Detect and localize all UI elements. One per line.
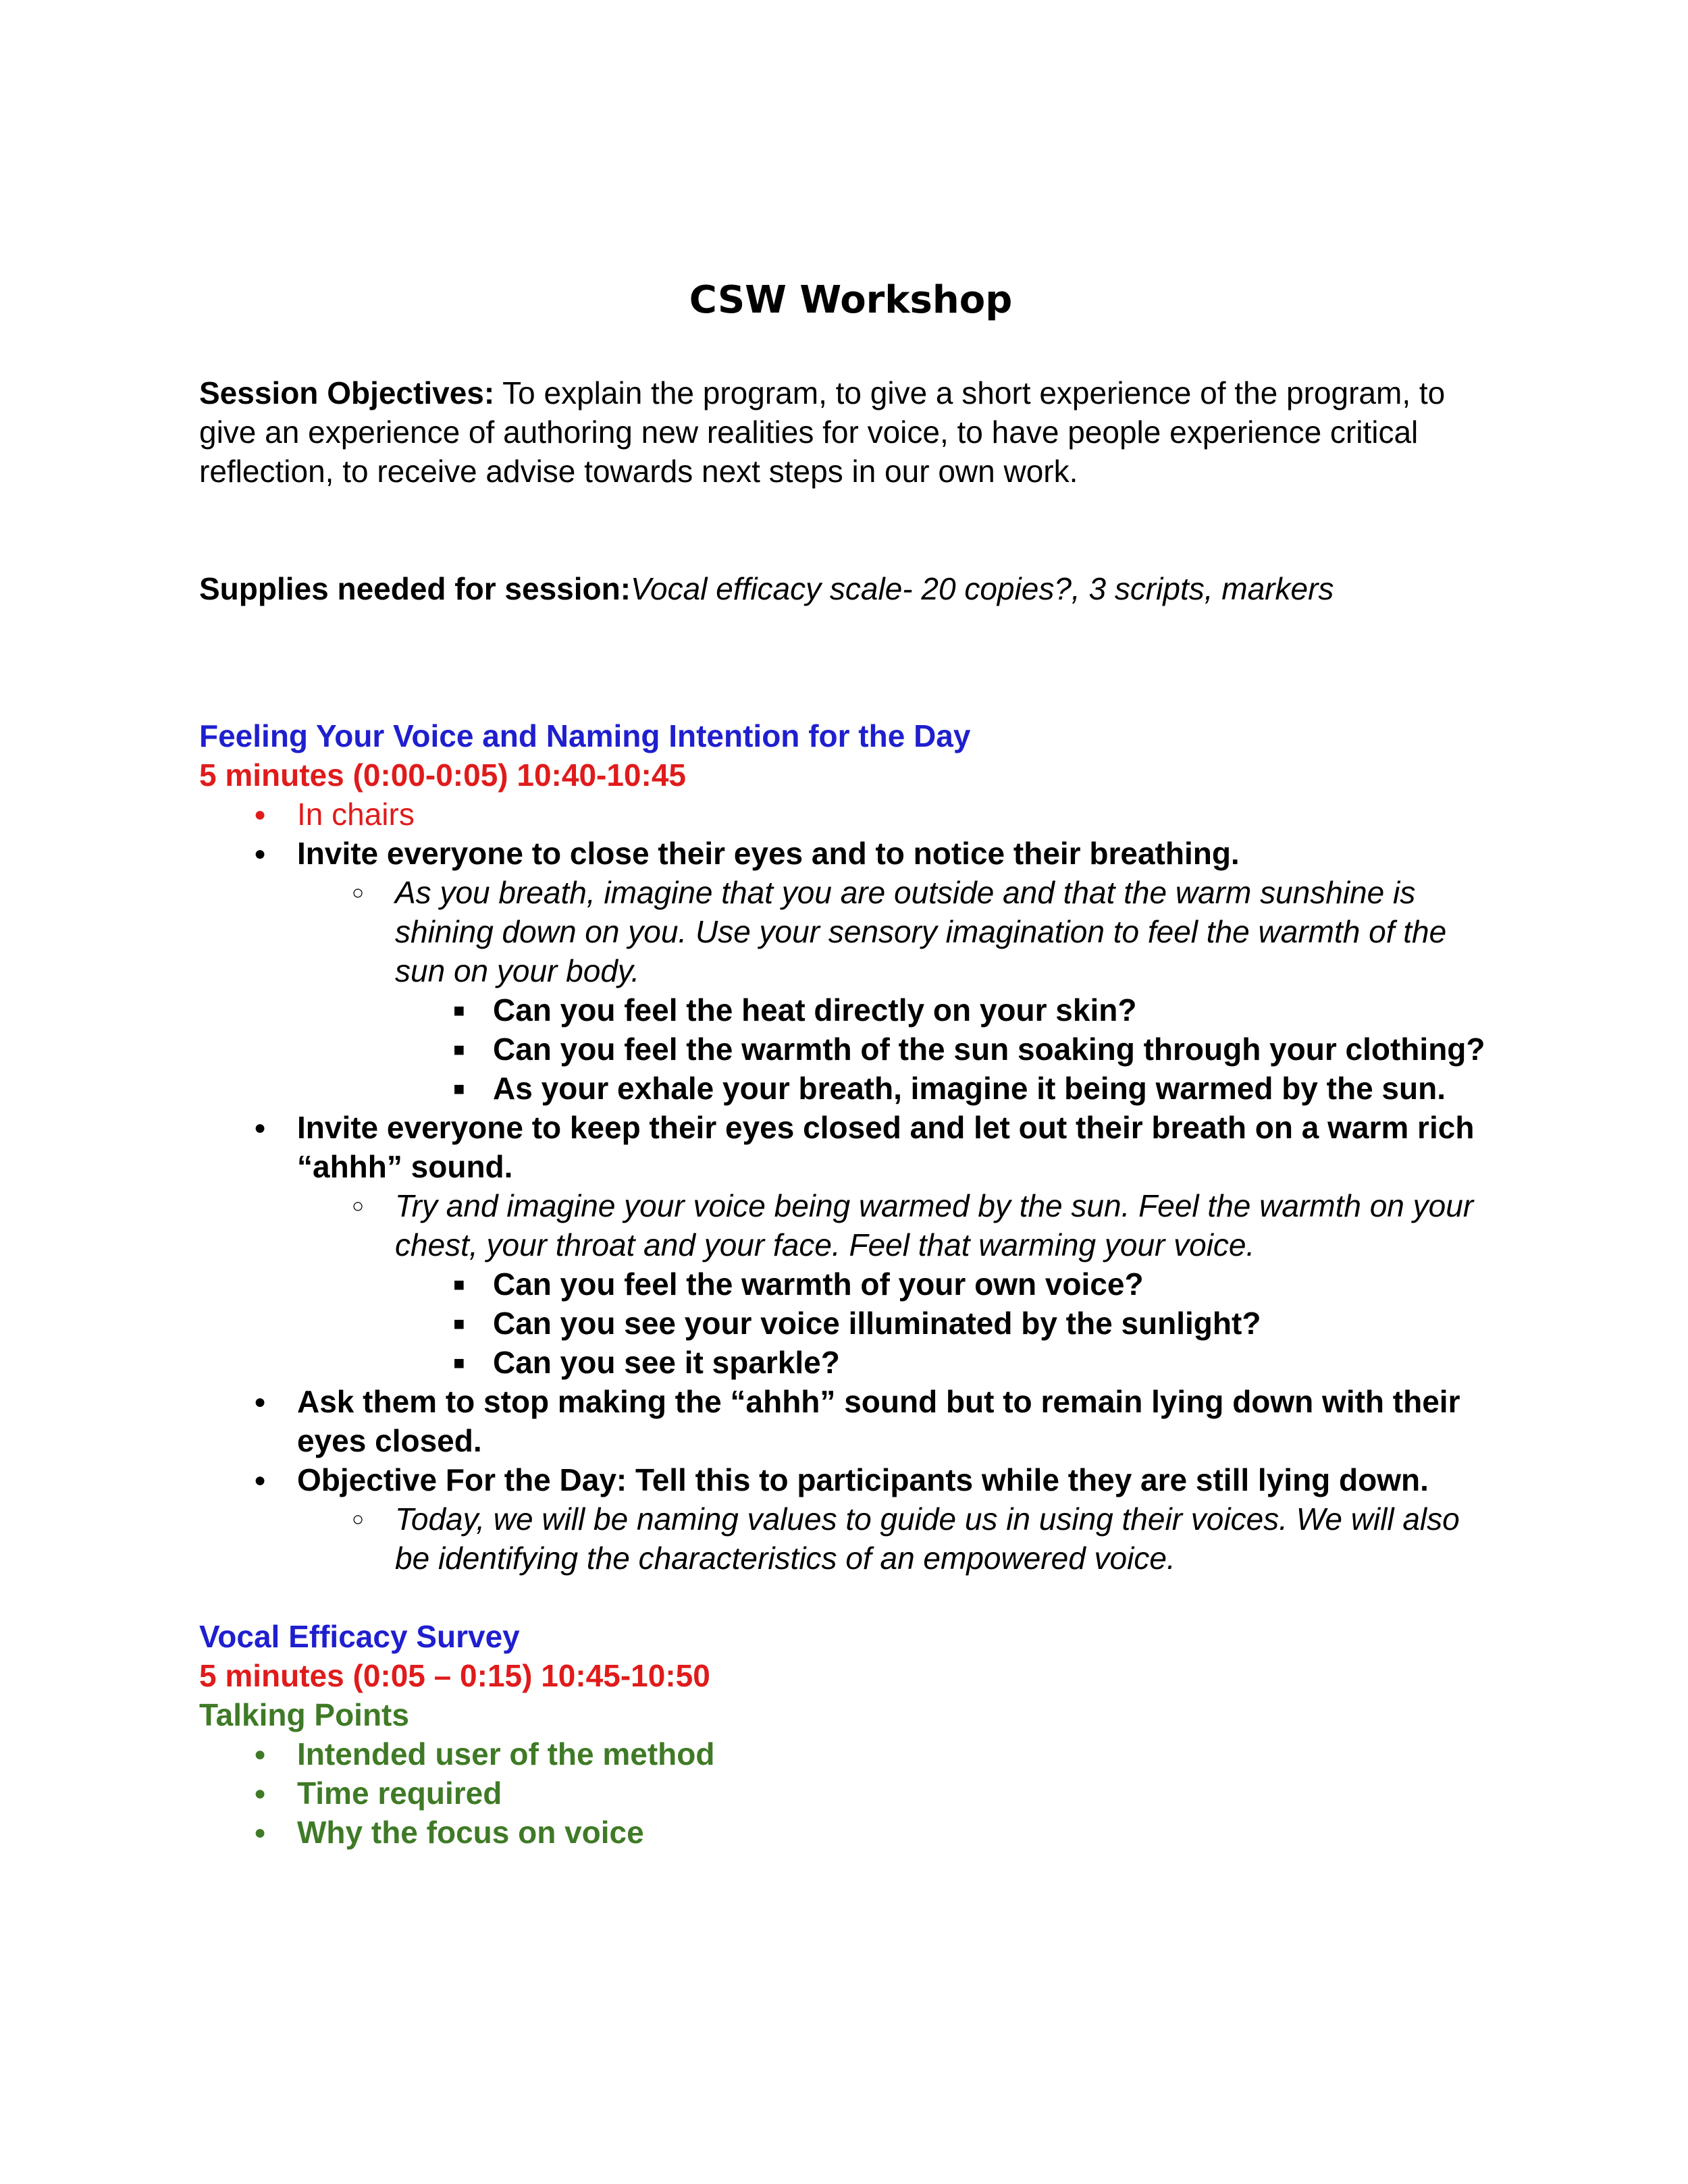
supplies-text: Vocal efficacy scale- 20 copies?, 3 scripts, markers [631,571,1334,606]
bullet-icon [246,834,273,878]
bullet-icon [246,1382,273,1426]
supplies [199,569,1502,608]
list-item: ● In chairs [199,795,1502,834]
bullet-icon [246,1108,273,1152]
list-item: ● Ask them to stop making the “ahhh” sound but to remain lying down with their eyes closed. [199,1382,1502,1460]
list-item: ○ Today, we will be naming values to guide us in using their voices. We will also be identifying the characteristics of an empowered voice. [199,1499,1502,1578]
list-item: ● Why the focus on voice [199,1813,1502,1852]
bullet-icon [246,1813,273,1857]
section2-heading: Vocal Efficacy Survey [199,1619,520,1654]
bullet-icon [246,1734,273,1778]
square-bullet-icon [446,1343,473,1387]
section1-heading: Feeling Your Voice and Naming Intention for the Day [199,718,971,753]
list-item: ■ Can you see it sparkle? [199,1343,1502,1382]
list-item: ○ As you breath, imagine that you are outside and that the warm sunshine is shining down on you. Use your sensory imagination to feel the warmth of the sun on your body. [199,873,1502,990]
bullet-icon [246,795,273,838]
list-item: ■ Can you see your voice illuminated by the sunlight? [199,1304,1502,1343]
list-item: ● Invite everyone to keep their eyes closed and let out their breath on a warm rich “ahhh” sound. [199,1108,1502,1186]
square-bullet-icon [446,990,473,1034]
square-bullet-icon [446,1264,473,1308]
square-bullet-icon [446,1304,473,1348]
bullet-icon [246,1774,273,1817]
list-item: ■ Can you feel the warmth of your own voice? [199,1264,1502,1304]
list-item: ■ Can you feel the heat directly on your skin? [199,990,1502,1030]
square-bullet-icon [446,1030,473,1073]
section1-time: 5 minutes (0:00-0:05) 10:40-10:45 [199,757,686,793]
section2-time: 5 minutes (0:05 – 0:15) 10:45-10:50 [199,1658,710,1693]
list-item: ■ Can you feel the warmth of the sun soaking through your clothing? [199,1030,1502,1069]
list-item: ● Time required [199,1774,1502,1813]
list-item: ● Objective For the Day: Tell this to participants while they are still lying down. [199,1460,1502,1499]
session-objectives [199,373,1502,491]
circle-bullet-icon [344,1186,371,1230]
supplies-label: Supplies needed for session: [199,571,631,606]
square-bullet-icon [446,1069,473,1113]
objectives-text: To explain the program, to give a short experience of the program, to give an experience of authoring new realities for voice, to have people experience critical reflection, to receive advise towards next steps in our own work. [199,375,1446,489]
list-item: ○ Try and imagine your voice being warmed by the sun. Feel the warmth on your chest, your throat and your face. Feel that warming your voice. [199,1186,1502,1264]
list-item: ● Invite everyone to close their eyes and to notice their breathing. [199,834,1502,873]
objectives-label: Session Objectives: [199,375,495,410]
document-page [199,267,1502,1852]
page-title: CSW Workshop [689,278,1013,322]
list-item: ■ As your exhale your breath, imagine it being warmed by the sun. [199,1069,1502,1108]
circle-bullet-icon [344,873,371,917]
talking-points-heading: Talking Points [199,1697,409,1732]
circle-bullet-icon [344,1499,371,1543]
bullet-icon [246,1460,273,1504]
list-item: ● Intended user of the method [199,1734,1502,1774]
